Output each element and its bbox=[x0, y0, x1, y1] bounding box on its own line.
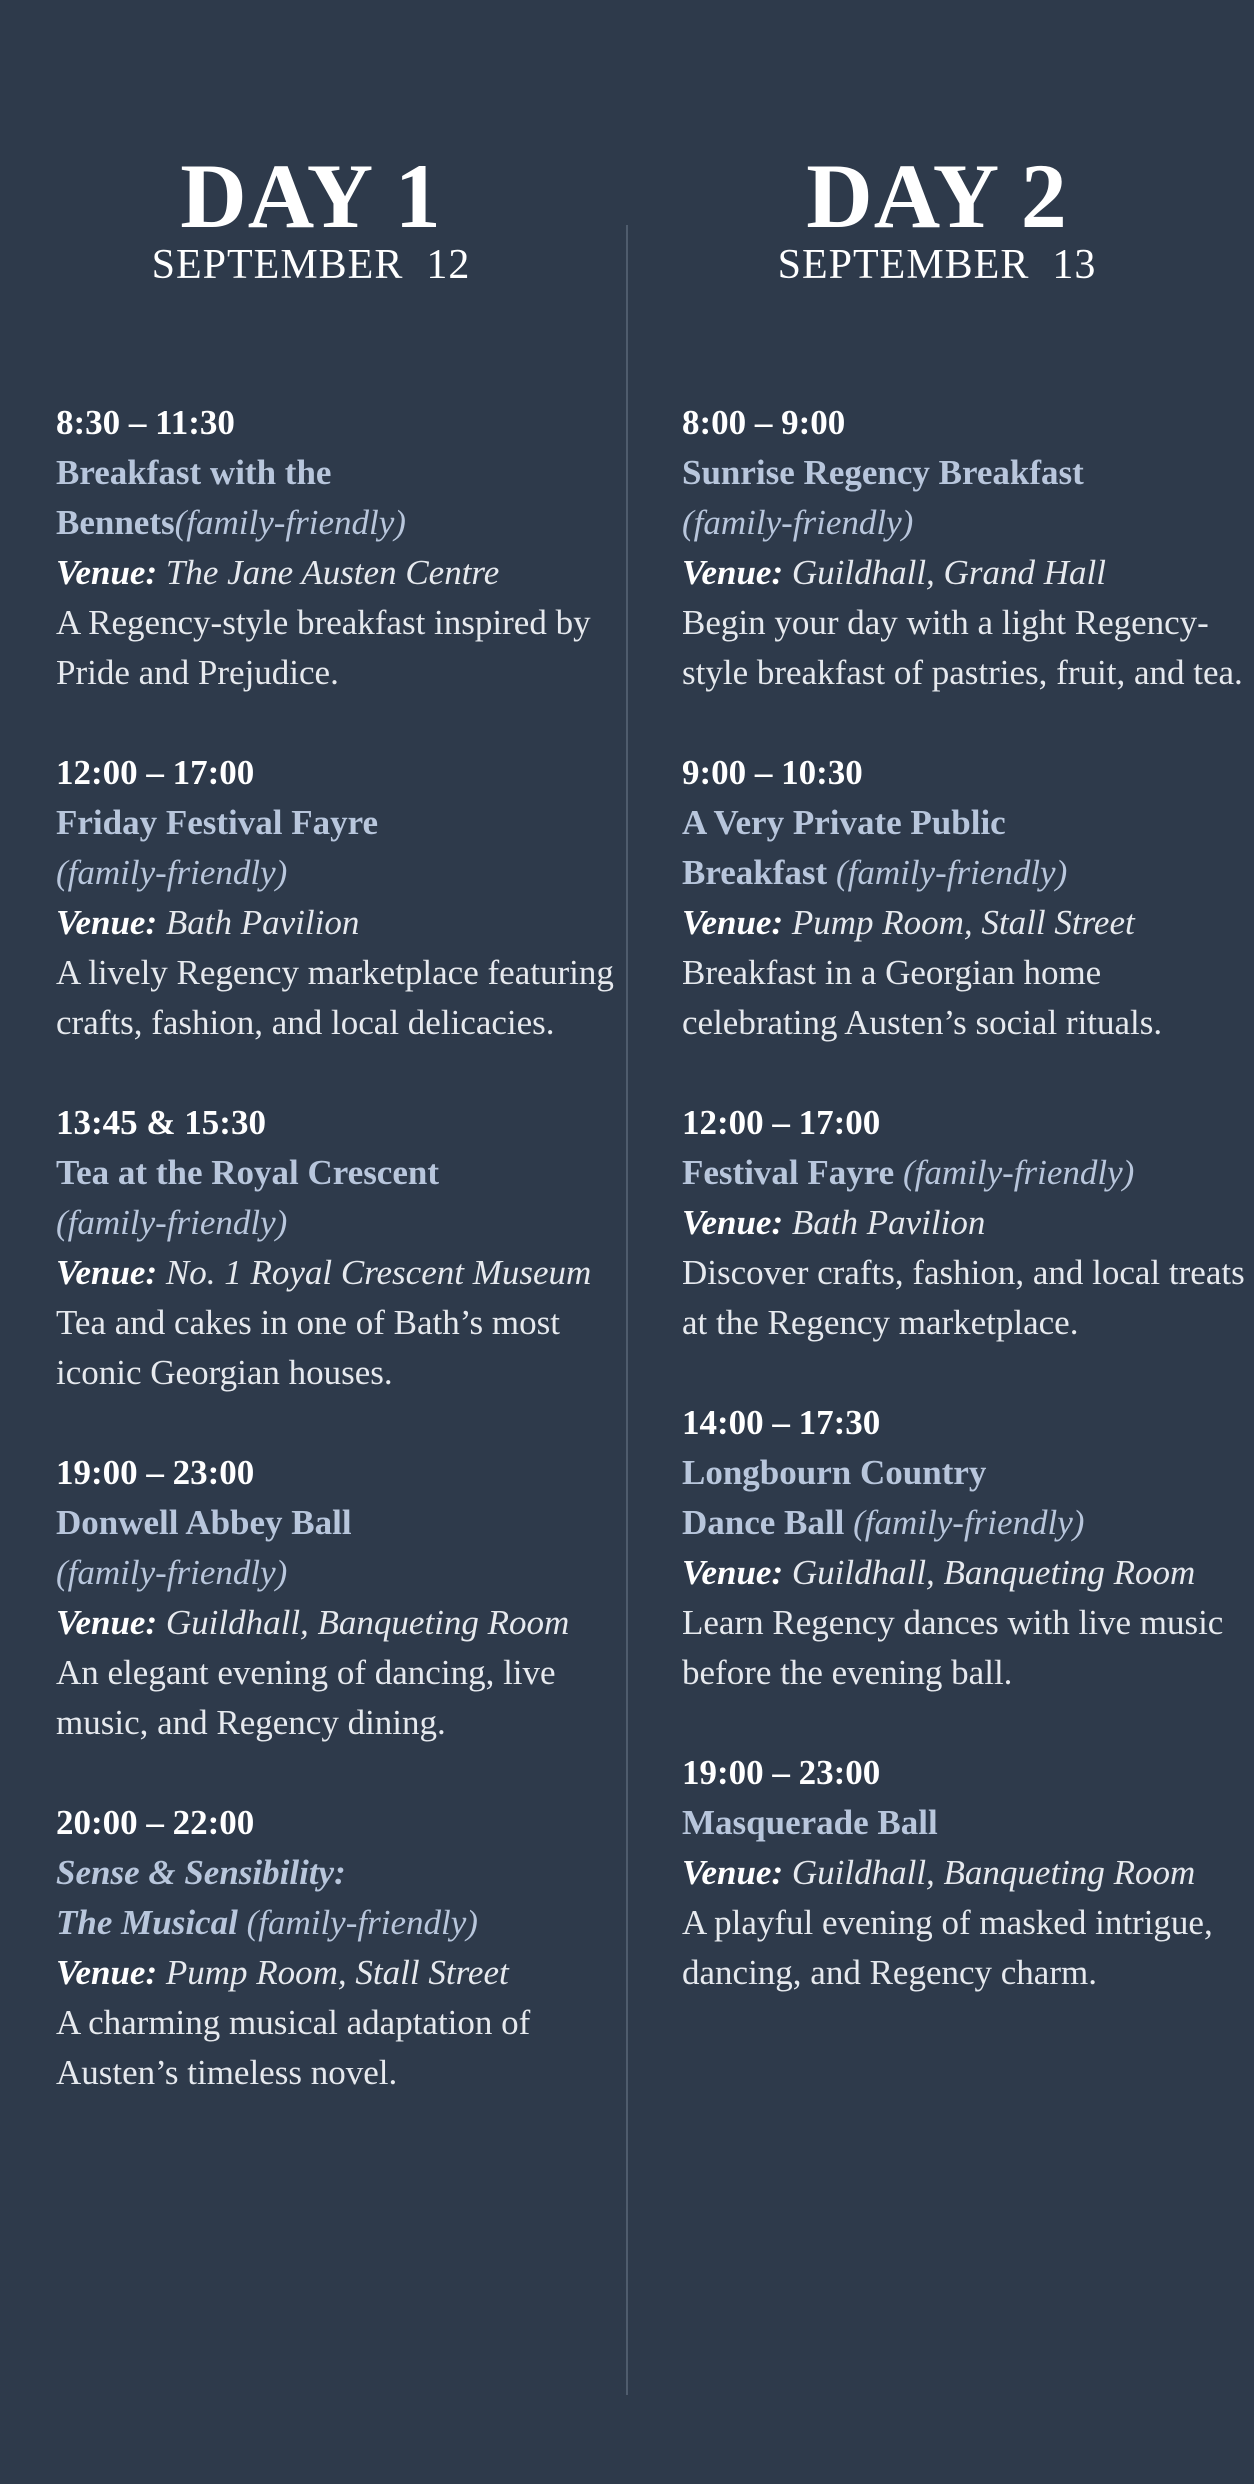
family-friendly-tag: (family-friendly) bbox=[682, 503, 914, 543]
venue-label: Venue: bbox=[682, 903, 784, 943]
event-item bbox=[56, 1098, 636, 1398]
event-description: A lively Regency marketplace featuring crafts, fashion, and local delicacies. bbox=[56, 953, 614, 1043]
day-1-header bbox=[56, 145, 566, 288]
venue-label: Venue: bbox=[682, 1553, 784, 1593]
venue-label: Venue: bbox=[56, 1603, 158, 1643]
event-venue bbox=[682, 898, 1254, 948]
event-item bbox=[56, 1798, 636, 2098]
event-title: Masquerade Ball bbox=[682, 1803, 938, 1843]
event-item bbox=[682, 1748, 1254, 1998]
event-item bbox=[682, 1398, 1254, 1698]
day-1-column bbox=[56, 145, 636, 2148]
venue-label: Venue: bbox=[56, 903, 158, 943]
event-time: 8:00 – 9:00 bbox=[682, 403, 846, 443]
event-title: Sunrise Regency Breakfast bbox=[682, 453, 1084, 493]
event-time: 9:00 – 10:30 bbox=[682, 753, 863, 793]
venue-name: No. 1 Royal Crescent Museum bbox=[165, 1253, 592, 1293]
event-title: Friday Festival Fayre bbox=[56, 803, 379, 843]
event-item bbox=[56, 398, 636, 698]
event-description: Discover crafts, fashion, and local treats at the Regency marketplace. bbox=[682, 1253, 1245, 1343]
day-title: DAY 2 bbox=[806, 145, 1068, 247]
event-venue bbox=[682, 1848, 1254, 1898]
event-description: An elegant evening of dancing, live music, and Regency dining. bbox=[56, 1653, 556, 1743]
venue-name: Guildhall, Grand Hall bbox=[791, 553, 1106, 593]
family-friendly-tag: (family-friendly) bbox=[56, 1203, 288, 1243]
event-time: 19:00 – 23:00 bbox=[682, 1753, 881, 1793]
venue-label: Venue: bbox=[56, 1953, 158, 1993]
event-description: A Regency-style breakfast inspired by Pride and Prejudice. bbox=[56, 603, 591, 693]
event-time: 13:45 & 15:30 bbox=[56, 1103, 266, 1143]
event-title: Tea at the Royal Crescent bbox=[56, 1153, 440, 1193]
event-description: A playful evening of masked intrigue, dancing, and Regency charm. bbox=[682, 1903, 1213, 1993]
venue-name: Pump Room, Stall Street bbox=[165, 1953, 509, 1993]
event-item bbox=[56, 1448, 636, 1748]
family-friendly-tag: (family-friendly) bbox=[56, 853, 288, 893]
family-friendly-tag: (family-friendly) bbox=[902, 1153, 1135, 1193]
event-title-cont: The Musical bbox=[56, 1903, 238, 1943]
venue-label: Venue: bbox=[682, 1203, 784, 1243]
venue-name: The Jane Austen Centre bbox=[165, 553, 500, 593]
event-venue bbox=[56, 1598, 636, 1648]
venue-name: Pump Room, Stall Street bbox=[791, 903, 1135, 943]
family-friendly-tag: (family-friendly) bbox=[174, 503, 406, 543]
event-description: Learn Regency dances with live music before the evening ball. bbox=[682, 1603, 1224, 1693]
event-title: A Very Private Public bbox=[682, 803, 1006, 843]
event-title: Longbourn Country bbox=[682, 1453, 987, 1493]
event-title-cont: Dance Ball bbox=[682, 1503, 845, 1543]
venue-label: Venue: bbox=[682, 553, 784, 593]
family-friendly-tag: (family-friendly) bbox=[835, 853, 1068, 893]
event-item bbox=[56, 748, 636, 1048]
event-time: 8:30 – 11:30 bbox=[56, 403, 235, 443]
day-2-header bbox=[682, 145, 1192, 288]
event-description: Begin your day with a light Regency-style breakfast of pastries, fruit, and tea. bbox=[682, 603, 1243, 693]
event-time: 12:00 – 17:00 bbox=[56, 753, 255, 793]
venue-label: Venue: bbox=[56, 553, 158, 593]
event-time: 20:00 – 22:00 bbox=[56, 1803, 255, 1843]
venue-label: Venue: bbox=[682, 1853, 784, 1893]
venue-name: Bath Pavilion bbox=[791, 1203, 986, 1243]
venue-name: Guildhall, Banqueting Room bbox=[791, 1853, 1196, 1893]
event-item bbox=[682, 1098, 1254, 1348]
event-venue bbox=[56, 1948, 636, 1998]
event-title: Donwell Abbey Ball bbox=[56, 1503, 352, 1543]
event-title-cont: Bennets bbox=[56, 503, 175, 543]
day-title: DAY 1 bbox=[180, 145, 442, 247]
event-item bbox=[682, 748, 1254, 1048]
event-time: 12:00 – 17:00 bbox=[682, 1103, 881, 1143]
venue-label: Venue: bbox=[56, 1253, 158, 1293]
event-venue bbox=[56, 548, 636, 598]
day-date: SEPTEMBER 13 bbox=[777, 242, 1097, 288]
event-description: A charming musical adaptation of Austen’s timeless novel. bbox=[56, 2003, 531, 2093]
family-friendly-tag: (family-friendly) bbox=[56, 1553, 288, 1593]
family-friendly-tag: (family-friendly) bbox=[853, 1503, 1085, 1543]
family-friendly-tag: (family-friendly) bbox=[246, 1903, 478, 1943]
event-item bbox=[682, 398, 1254, 698]
event-venue bbox=[56, 1248, 636, 1298]
venue-name: Bath Pavilion bbox=[165, 903, 360, 943]
day-2-column bbox=[682, 145, 1254, 2048]
event-title: Sense & Sensibility: bbox=[56, 1853, 346, 1893]
event-title: Breakfast with the bbox=[56, 453, 332, 493]
event-venue bbox=[682, 1198, 1254, 1248]
event-description: Tea and cakes in one of Bath’s most iconic Georgian houses. bbox=[56, 1303, 560, 1393]
event-time: 19:00 – 23:00 bbox=[56, 1453, 255, 1493]
event-venue bbox=[56, 898, 636, 948]
event-venue bbox=[682, 1548, 1254, 1598]
venue-name: Guildhall, Banqueting Room bbox=[165, 1603, 570, 1643]
event-title-cont: Breakfast bbox=[682, 853, 828, 893]
event-time: 14:00 – 17:30 bbox=[682, 1403, 881, 1443]
event-title: Festival Fayre bbox=[682, 1153, 895, 1193]
venue-name: Guildhall, Banqueting Room bbox=[791, 1553, 1196, 1593]
day-date: SEPTEMBER 12 bbox=[151, 242, 471, 288]
event-description: Breakfast in a Georgian home celebrating Austen’s social rituals. bbox=[682, 953, 1163, 1043]
event-venue bbox=[682, 548, 1254, 598]
